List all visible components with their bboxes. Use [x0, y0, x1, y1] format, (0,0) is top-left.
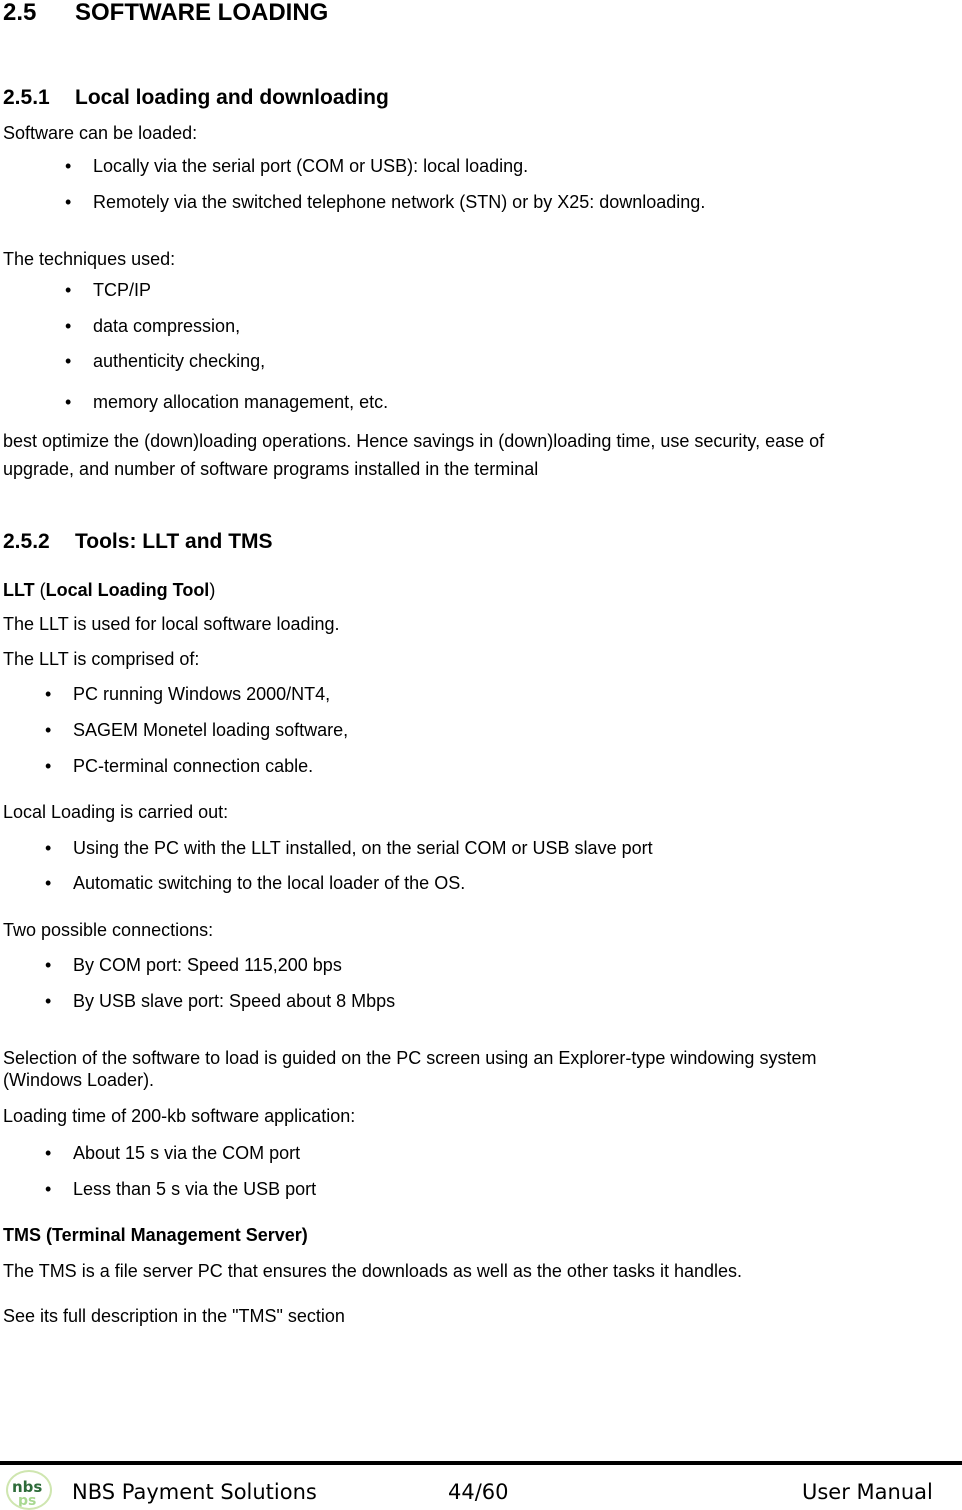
footer-doc-title: User Manual — [802, 1480, 933, 1504]
list-item: • authenticity checking, — [65, 351, 266, 371]
footer-page-number: 44/60 — [448, 1480, 509, 1504]
text: The LLT is used for local software loading. — [3, 614, 340, 634]
paragraph-line: (Windows Loader). — [3, 1070, 155, 1090]
text: See its full description in the "TMS" section — [3, 1306, 345, 1326]
list-item: • By USB slave port: Speed about 8 Mbps — [45, 991, 396, 1011]
company-logo: nbs ps — [6, 1470, 52, 1510]
text-intro: Software can be loaded: — [3, 123, 198, 143]
section-heading-2-5-1: 2.5.1 Local loading and downloading — [3, 86, 389, 109]
text: Two possible connections: — [3, 920, 214, 940]
list-item: • Using the PC with the LLT installed, on the serial COM or USB slave port — [45, 838, 653, 858]
paragraph-line: best optimize the (down)loading operations. Hence savings in (down)loading time, use security, ease of — [3, 431, 825, 451]
llt-title: LLT (Local Loading Tool) — [3, 580, 216, 600]
list-item: • Automatic switching to the local loader of the OS. — [45, 873, 466, 893]
section-heading-2-5-2: 2.5.2 Tools: LLT and TMS — [3, 530, 273, 553]
paragraph-line: Selection of the software to load is guided on the PC screen using an Explorer-type windowing system — [3, 1048, 817, 1068]
list-item: • PC running Windows 2000/NT4, — [45, 684, 331, 704]
section-heading-2-5: 2.5 SOFTWARE LOADING — [3, 0, 329, 26]
list-item: • About 15 s via the COM port — [45, 1143, 301, 1163]
list-item: • Remotely via the switched telephone network (STN) or by X25: downloading. — [65, 192, 706, 212]
paragraph-line: upgrade, and number of software programs installed in the terminal — [3, 459, 539, 479]
text-tech-intro: The techniques used: — [3, 249, 176, 269]
tms-title: TMS (Terminal Management Server) — [3, 1225, 308, 1245]
list-item: • data compression, — [65, 316, 241, 336]
text: Loading time of 200-kb software application: — [3, 1106, 356, 1126]
text: The LLT is comprised of: — [3, 649, 200, 669]
text: Local Loading is carried out: — [3, 802, 229, 822]
footer-company: NBS Payment Solutions — [72, 1480, 317, 1504]
list-item: • SAGEM Monetel loading software, — [45, 720, 349, 740]
text: The TMS is a file server PC that ensures the downloads as well as the other tasks it handles. — [3, 1261, 743, 1281]
list-item: • Locally via the serial port (COM or USB): local loading. — [65, 156, 529, 176]
list-item: • TCP/IP — [65, 280, 152, 300]
list-item: • PC-terminal connection cable. — [45, 756, 314, 776]
list-item: • By COM port: Speed 115,200 bps — [45, 955, 342, 975]
list-item: • memory allocation management, etc. — [65, 392, 389, 412]
list-item: • Less than 5 s via the USB port — [45, 1179, 317, 1199]
footer-divider — [0, 1461, 962, 1465]
